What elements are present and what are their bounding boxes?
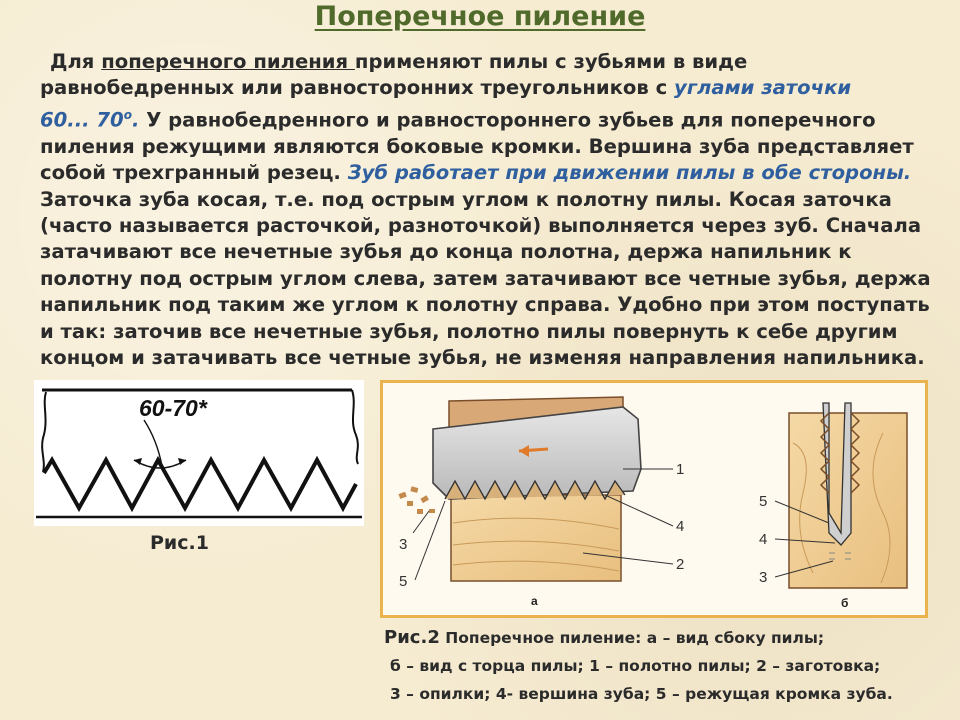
text-line-9: полотну под острым углом слева, затем затачивают все четные зубья, держа — [40, 266, 931, 290]
text-line-11: и так: заточив все нечетные зубья, полотно пилы повернуть к себе другим — [40, 319, 898, 343]
text-line-6: Заточка зуба косая, т.е. под острым углом к полотну пилы. Косая заточка — [40, 187, 892, 211]
label-5: 5 — [399, 573, 408, 590]
figure-1-saw-teeth — [34, 380, 364, 526]
label-3: 3 — [399, 536, 408, 553]
text-line-1: Для поперечного пиления применяют пилы с зубьями в виде — [50, 50, 748, 73]
text-line-8: затачивают все нечетные зубья до конца полотна, держа напильник к — [40, 240, 852, 264]
subfigure-b-label: б — [841, 596, 849, 610]
angle-label: 60-70* — [139, 395, 207, 421]
page-title: Поперечное пиление — [314, 1, 646, 32]
crosscut-drawing — [383, 383, 925, 615]
text-line-3: 60... $70^о$. У равнобедренного и равностороннего зубьев для поперечного — [40, 107, 876, 132]
text-line-12: концом и затачивать все четные зубья, не изменяя направления напильника. — [40, 346, 925, 369]
figure-2-caption — [384, 624, 944, 708]
subfigure-a-label: а — [531, 594, 538, 608]
caption-line-3: 3 – опилки; 4- вершина зуба; 5 – режущая кромка зуба. — [390, 685, 893, 703]
highlight-angle: углами заточки — [674, 76, 852, 100]
label-b-4: 4 — [759, 531, 768, 548]
label-b-5: 5 — [759, 493, 768, 510]
label-b-3: 3 — [759, 569, 768, 586]
body-paragraph — [40, 49, 945, 371]
caption-line-2: б – вид с торца пилы; 1 – полотно пилы; 2 – заготовка; — [390, 657, 881, 675]
text-line-10: напильник под таким же углом к полотну справа. Удобно при этом поступать — [40, 293, 930, 317]
text-line-5: собой трехгранный резец. Зуб работает при движении пилы в обе стороны. — [40, 161, 912, 185]
text-line-4: пиления режущими являются боковые кромки. Вершина зуба представляет — [40, 134, 914, 158]
text-line-2: равнобедренных или равносторонних треугольников с углами заточки — [40, 76, 852, 100]
figure-1-caption: Рис.1 — [150, 532, 209, 554]
label-2: 2 — [676, 556, 685, 573]
caption-line-1: Рис.2 Поперечное пиление: а – вид сбоку пилы; — [384, 627, 825, 648]
label-1: 1 — [676, 461, 685, 478]
label-4: 4 — [676, 518, 685, 535]
saw-teeth-drawing — [34, 380, 364, 526]
text-line-7: (часто называется расточкой, разноточкой) выполняется через зуб. Сначала — [40, 213, 922, 237]
figure-2-crosscut — [380, 380, 928, 618]
underlined-term: поперечного пиления — [101, 50, 355, 73]
highlight-both-directions: Зуб работает при движении пилы в обе стороны — [347, 161, 904, 185]
